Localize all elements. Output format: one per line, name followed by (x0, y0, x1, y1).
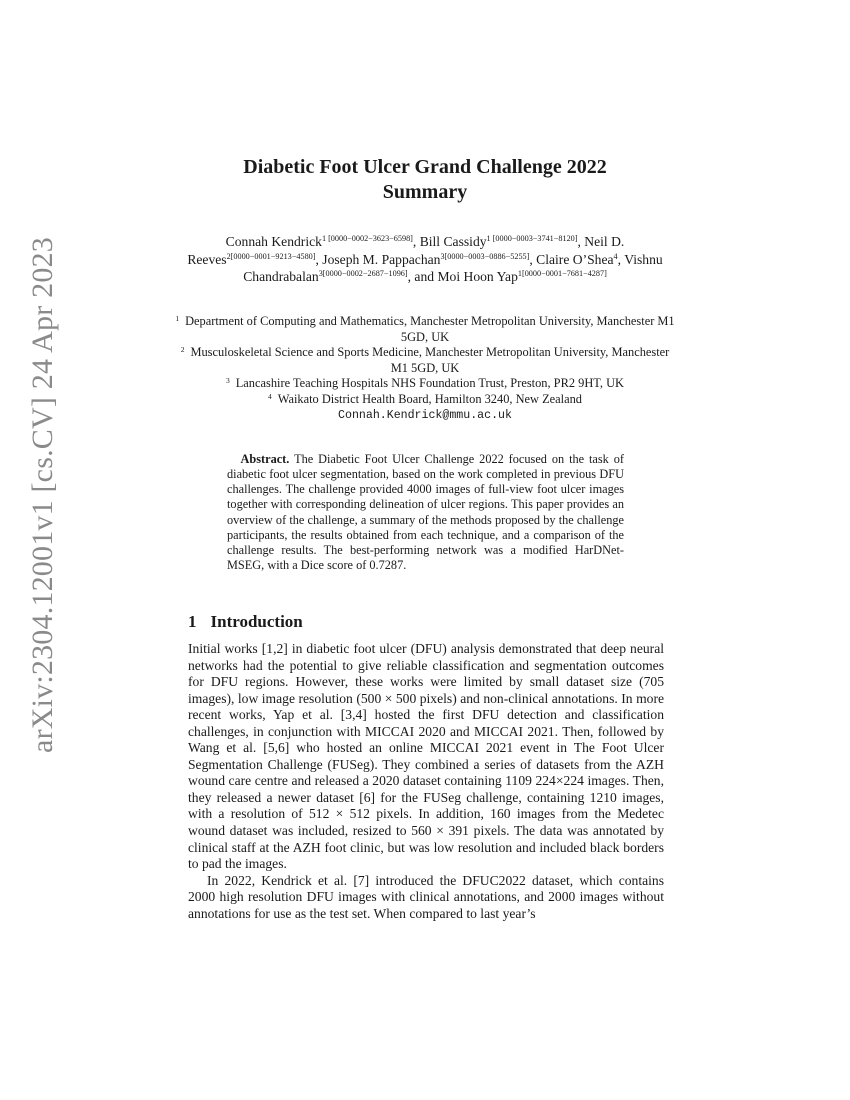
affiliation (172, 392, 678, 408)
section-heading (188, 612, 303, 632)
author-name: Bill Cassidy (419, 234, 487, 249)
author-orcid: 1 [0000−0002−3623−6598] (321, 234, 413, 243)
body-paragraph: Initial works [1,2] in diabetic foot ulcer (DFU) analysis demonstrated that deep neural networks had the potential to give reliable classification and segmentation outcomes for DFU regions. However, these works were limited by small dataset size (705 images), low image resolution (500 × 500 pixels) and non-clinical annotations. In more recent works, Yap et al. [3,4] hosted the first DFU detection and classification challenges, in conjunction with MICCAI 2020 and MICCAI 2021. Then, followed by Wang et al. [5,6] who hosted an online MICCAI 2021 event in The Foot Ulcer Segmentation Challenge (FUSeg). They combined a series of datasets from the AZH wound care centre and released a 2020 dataset containing 1109 224×224 images. Then, they released a newer dataset [6] for the FUSeg challenge, containing 1210 images, with a resolution of 512 × 512 pixels. In addition, 160 images from the Medetec wound dataset was included, resized to 560 × 391 pixels. The data was annotated by clinical staff at the AZH foot clinic, but was low resolution and included black borders to pad the images. (188, 641, 664, 872)
section-title: Introduction (210, 612, 303, 631)
author-name: Claire O’Shea (536, 251, 614, 267)
author-name: Connah Kendrick (225, 234, 322, 249)
section-number: 1 (188, 612, 197, 631)
author-orcid: 3[0000−0003−0886−5255] (440, 251, 530, 261)
affiliation-text: Department of Computing and Mathematics, Manchester Metropolitan University, Manchester M1 5GD, UK (185, 314, 675, 344)
author-separator: , (412, 234, 420, 249)
affiliation-number: 1 (175, 314, 180, 323)
section-body (188, 641, 664, 922)
body-paragraph: In 2022, Kendrick et al. [7] introduced the DFUC2022 dataset, which contains 2000 high resolution DFU images with clinical annotations, and 2000 images without annotations for use as the test set. When compared to last year’s (188, 872, 664, 921)
abstract (227, 452, 624, 573)
author-orcid: 4 (613, 251, 618, 261)
paper-title (170, 155, 680, 205)
title-line-2: Summary (382, 181, 468, 203)
author-name: Moi Hoon Yap (437, 269, 518, 284)
affiliation (172, 345, 678, 376)
author-name: Vishnu Chandrabalan (243, 251, 663, 284)
affiliation (172, 376, 678, 392)
affiliation-text: Musculoskeletal Science and Sports Medicine, Manchester Metropolitan University, Manchester M1 5GD, UK (190, 345, 670, 375)
author-orcid: 1[0000−0001−7681−4287] (517, 269, 607, 278)
affiliation-number: 2 (180, 345, 185, 355)
abstract-text: The Diabetic Foot Ulcer Challenge 2022 focused on the task of diabetic foot ulcer segmentation, based on the work completed in previous DFU challenges. The challenge provided 4000 images of full-view foot ulcer images together with corresponding delineation of ulcer regions. This paper provides an overview of the challenge, a summary of the methods proposed by the challenge participants, the results obtained from each technique, and a comparison of the challenge results. The best-performing network was a modified HarDNet-MSEG, with a Dice score of 0.7287. (227, 452, 624, 573)
affiliation-text: Waikato District Health Board, Hamilton 3240, New Zealand (277, 391, 582, 406)
author-list (172, 233, 678, 286)
affiliation-text: Lancashire Teaching Hospitals NHS Foundation Trust, Preston, PR2 9HT, UK (235, 376, 625, 391)
author-separator: , (315, 251, 323, 267)
contact-email[interactable]: Connah.Kendrick@mmu.ac.uk (338, 408, 512, 422)
affiliation (172, 314, 678, 345)
author-separator: , (529, 251, 537, 267)
author-orcid: 3[0000−0002−2687−1096] (318, 269, 408, 278)
author-orcid: 1 [0000−0003−3741−8120] (486, 234, 578, 243)
author-separator: , and (407, 269, 438, 284)
author-separator: , (577, 234, 585, 249)
abstract-label: Abstract. (240, 452, 290, 466)
author-name: Joseph M. Pappachan (322, 251, 441, 267)
author-name: Neil D. Reeves (187, 234, 625, 267)
arxiv-identifier-stamp (20, 237, 66, 753)
affiliation-number: 4 (268, 391, 272, 401)
affiliation-number: 3 (225, 376, 230, 386)
author-orcid: 2[0000−0001−9213−4580] (226, 251, 316, 261)
affiliation-list (172, 314, 678, 423)
arxiv-stamp-text: arXiv:2304.12001v1 [cs.CV] 24 Apr 2023 (26, 237, 59, 753)
author-separator: , (617, 251, 625, 267)
title-line-1: Diabetic Foot Ulcer Grand Challenge 2022 (243, 156, 607, 178)
